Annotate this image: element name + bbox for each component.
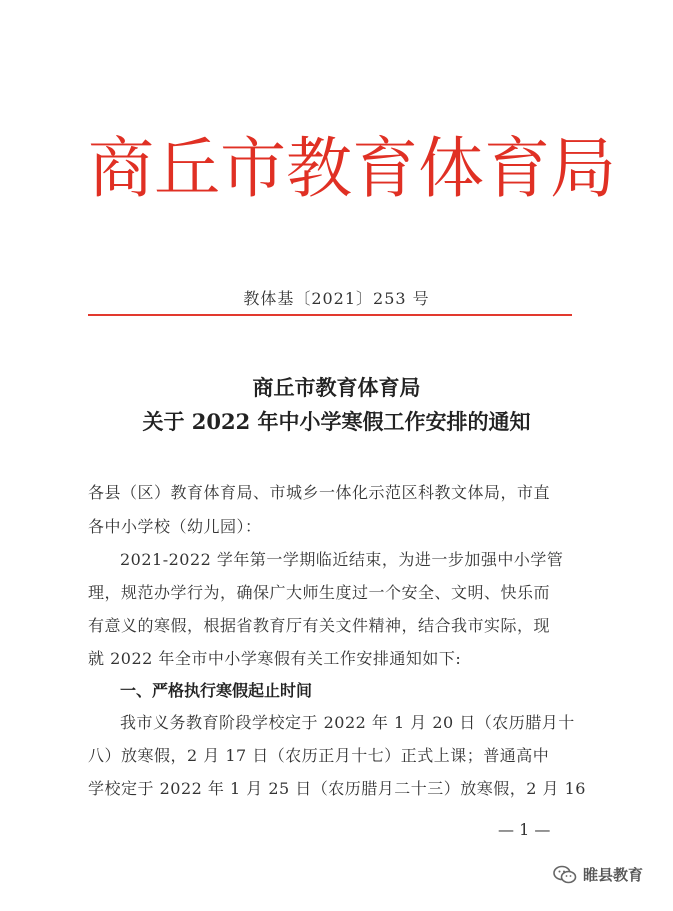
body-line-addressee-1: 各县（区）教育体育局、市城乡一体化示范区科教文体局，市直 [88,483,551,502]
section-heading-1: 一、严格执行寒假起止时间 [120,681,313,700]
agency-header-title: 商丘市教育体育局 [88,130,616,207]
body-paragraph-line-1: 2021-2022 学年第一学期临近结束，为进一步加强中小学管 [120,550,564,569]
body-paragraph-line-5: 我市义务教育阶段学校定于 2022 年 1 月 20 日（农历腊月十 [120,713,575,732]
document-number: 教体基〔2021〕253 号 [243,289,430,308]
body-line-addressee-2: 各中小学校（幼儿园）： [88,517,262,536]
body-paragraph-line-4: 就 2022 年全市中小学寒假有关工作安排通知如下: [88,649,462,668]
watermark-text: 睢县教育 [582,866,643,884]
body-paragraph-line-7: 学校定于 2022 年 1 月 25 日（农历腊月二十三）放寒假，2 月 16 [88,779,586,798]
body-paragraph-line-3: 有意义的寒假，根据省教育厅有关文件精神，结合我市实际，现 [88,616,551,635]
wechat-icon [553,865,577,885]
body-paragraph-line-6: 八）放寒假，2 月 17 日（农历正月十七）正式上课；普通高中 [88,746,550,765]
red-separator-rule [88,314,572,316]
account-watermark [553,864,643,885]
notice-title-line-2: 关于 2022 年中小学寒假工作安排的通知 [142,409,531,434]
notice-title-line-1: 商丘市教育体育局 [252,375,421,400]
page-number: — 1 — [498,820,551,839]
body-paragraph-line-2: 理，规范办学行为，确保广大师生度过一个安全、文明、快乐而 [88,583,551,602]
